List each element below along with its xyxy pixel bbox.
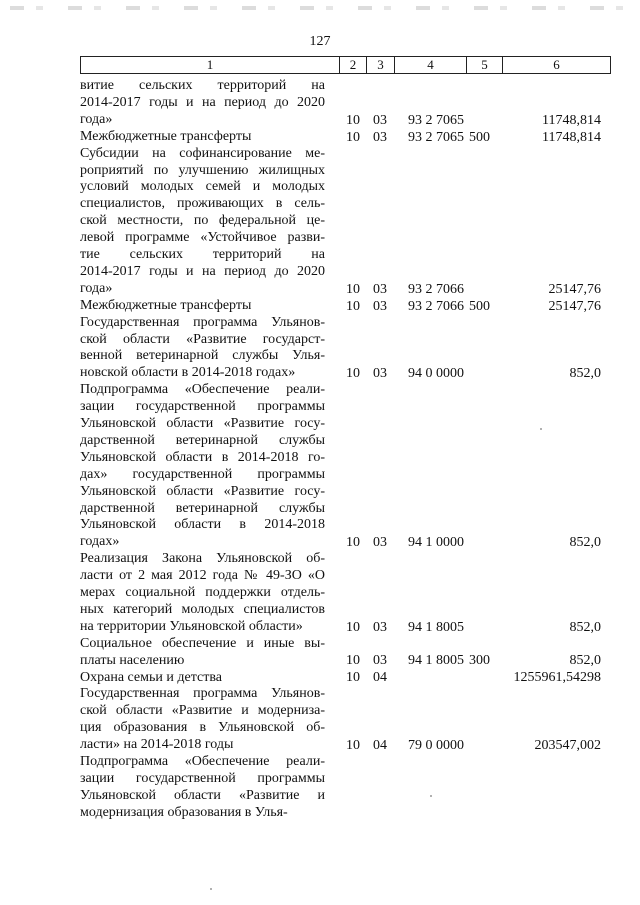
- description-line: ской местности, по федеральной це-: [80, 213, 325, 229]
- page-number: 127: [309, 34, 331, 49]
- subsection-code: 03: [373, 653, 387, 669]
- target-article-code: 94 0 0000: [408, 366, 464, 382]
- amount: 1255961,54298: [513, 670, 601, 686]
- subsection-code: 03: [373, 281, 387, 297]
- description-line: витие сельских территорий на: [80, 78, 325, 93]
- header-col-1: 1: [81, 57, 340, 73]
- scan-artifact-top: [10, 6, 630, 10]
- description-line: тие сельских территорий на: [80, 247, 325, 263]
- table-row: [80, 129, 611, 146]
- row-codes: [80, 129, 611, 146]
- section-code: 10: [346, 737, 360, 753]
- subsection-code: 03: [373, 535, 387, 551]
- row-codes: [80, 669, 611, 686]
- expense-type-code: 500: [469, 129, 490, 145]
- description-line: Ульяновской области в 2014-2018: [80, 517, 325, 533]
- section-code: 10: [346, 653, 360, 669]
- table-row: [80, 636, 611, 670]
- target-article-code: 93 2 7066: [408, 281, 464, 297]
- description-line: модернизация образования в Улья-: [80, 804, 288, 820]
- description-line: дарственной ветеринарной службы: [80, 432, 325, 448]
- description-line: специалистов, проживающих в сель-: [80, 196, 325, 212]
- description-line: Межбюджетные трансферты: [80, 297, 252, 313]
- row-description: [80, 146, 325, 298]
- description-line: новской области в 2014-2018 годах»: [80, 365, 296, 381]
- table-row: [80, 78, 611, 129]
- section-code: 10: [346, 619, 360, 635]
- row-description: [80, 382, 325, 551]
- description-line: условий молодых семей и молодых: [80, 179, 325, 195]
- amount: 25147,76: [548, 281, 601, 297]
- table-header: [80, 56, 611, 74]
- description-line: ской области «Развитие государст-: [80, 331, 325, 347]
- description-line: венной ветеринарной службы Улья-: [80, 348, 325, 364]
- subsection-code: 04: [373, 670, 387, 686]
- description-line: ласти» на 2014-2018 годы: [80, 737, 234, 753]
- target-article-code: 93 2 7065: [408, 112, 464, 128]
- section-code: 10: [346, 535, 360, 551]
- scan-speck: [210, 888, 212, 890]
- amount: 11748,814: [542, 112, 601, 128]
- description-line: платы населению: [80, 652, 185, 668]
- amount: 203547,002: [534, 737, 601, 753]
- table-row: [80, 298, 611, 315]
- row-codes: [80, 298, 611, 315]
- description-line: Государственная программа Ульянов-: [80, 314, 325, 330]
- subsection-code: 03: [373, 129, 387, 145]
- row-codes: [80, 365, 611, 382]
- description-line: роприятий по улучшению жилищных: [80, 162, 325, 178]
- section-code: 10: [346, 670, 360, 686]
- amount: 25147,76: [548, 298, 601, 314]
- section-code: 10: [346, 129, 360, 145]
- expense-type-code: 500: [469, 298, 490, 314]
- description-line: ных категорий молодых специалистов: [80, 601, 325, 617]
- target-article-code: 93 2 7066: [408, 298, 464, 314]
- header-col-3: 3: [367, 57, 395, 73]
- table-row: [80, 315, 611, 383]
- description-line: Ульяновской области «Развитие госу-: [80, 416, 325, 431]
- description-line: зации государственной программы: [80, 770, 325, 786]
- description-line: Субсидии на софинансирование ме-: [80, 145, 325, 161]
- scan-speck: [430, 795, 432, 797]
- row-codes: [80, 737, 611, 754]
- description-line: дарственной ветеринарной службы: [80, 500, 325, 516]
- description-line: Межбюджетные трансферты: [80, 128, 252, 144]
- description-line: Подпрограмма «Обеспечение реали-: [80, 754, 325, 769]
- target-article-code: 94 1 8005: [408, 653, 464, 669]
- table-row: [80, 670, 611, 687]
- expense-type-code: 300: [469, 653, 490, 669]
- subsection-code: 03: [373, 366, 387, 382]
- amount: 852,0: [569, 619, 601, 635]
- description-line: Ульяновской области «Развитие и: [80, 787, 325, 803]
- description-line: Реализация Закона Ульяновской об-: [80, 551, 325, 567]
- description-line: левой программе «Устойчивое разви-: [80, 230, 325, 246]
- description-line: Государственная программа Ульянов-: [80, 686, 325, 702]
- row-codes: [80, 652, 611, 669]
- description-line: года»: [80, 280, 113, 296]
- header-col-5: 5: [467, 57, 503, 73]
- amount: 852,0: [569, 653, 601, 669]
- section-code: 10: [346, 112, 360, 128]
- table-row: [80, 754, 611, 822]
- amount: 852,0: [569, 366, 601, 382]
- description-line: года»: [80, 111, 113, 127]
- subsection-code: 03: [373, 112, 387, 128]
- description-line: ция образования в Ульяновской об-: [80, 720, 325, 736]
- header-col-6: 6: [553, 57, 560, 72]
- description-line: годах»: [80, 534, 120, 550]
- description-line: Ульяновской области в 2014-2018 го-: [80, 449, 325, 465]
- description-line: ласти от 2 мая 2012 года № 49-ЗО «О: [80, 568, 325, 584]
- description-line: Подпрограмма «Обеспечение реали-: [80, 382, 325, 398]
- row-codes: [80, 805, 611, 822]
- description-line: дах» государственной программы: [80, 466, 325, 482]
- subsection-code: 03: [373, 298, 387, 314]
- target-article-code: 93 2 7065: [408, 129, 464, 145]
- subsection-code: 04: [373, 737, 387, 753]
- table-row: [80, 146, 611, 298]
- section-code: 10: [346, 366, 360, 382]
- description-line: Охрана семьи и детства: [80, 669, 222, 685]
- description-line: Ульяновской области «Развитие госу-: [80, 483, 325, 499]
- row-codes: [80, 619, 611, 636]
- table-row: [80, 686, 611, 754]
- description-line: зации государственной программы: [80, 399, 325, 415]
- description-line: мерах социальной поддержки отдель-: [80, 585, 325, 600]
- amount: 11748,814: [542, 129, 601, 145]
- subsection-code: 03: [373, 619, 387, 635]
- row-codes: [80, 281, 611, 298]
- scan-speck: [540, 428, 542, 430]
- target-article-code: 94 1 8005: [408, 619, 464, 635]
- target-article-code: 79 0 0000: [408, 737, 464, 753]
- section-code: 10: [346, 281, 360, 297]
- description-line: ской области «Развитие и модерниза-: [80, 703, 325, 719]
- header-col-2: 2: [340, 57, 367, 73]
- description-line: 2014-2017 годы и на период до 2020: [80, 263, 325, 279]
- target-article-code: 94 1 0000: [408, 535, 464, 551]
- header-col-4: 4: [395, 57, 467, 73]
- row-codes: [80, 112, 611, 129]
- description-line: 2014-2017 годы и на период до 2020: [80, 94, 325, 110]
- description-line: Социальное обеспечение и иные вы-: [80, 635, 325, 651]
- description-line: на территории Ульяновской области»: [80, 618, 303, 634]
- section-code: 10: [346, 298, 360, 314]
- amount: 852,0: [569, 535, 601, 551]
- table-row: [80, 551, 611, 636]
- row-codes: [80, 534, 611, 551]
- table-row: [80, 382, 611, 551]
